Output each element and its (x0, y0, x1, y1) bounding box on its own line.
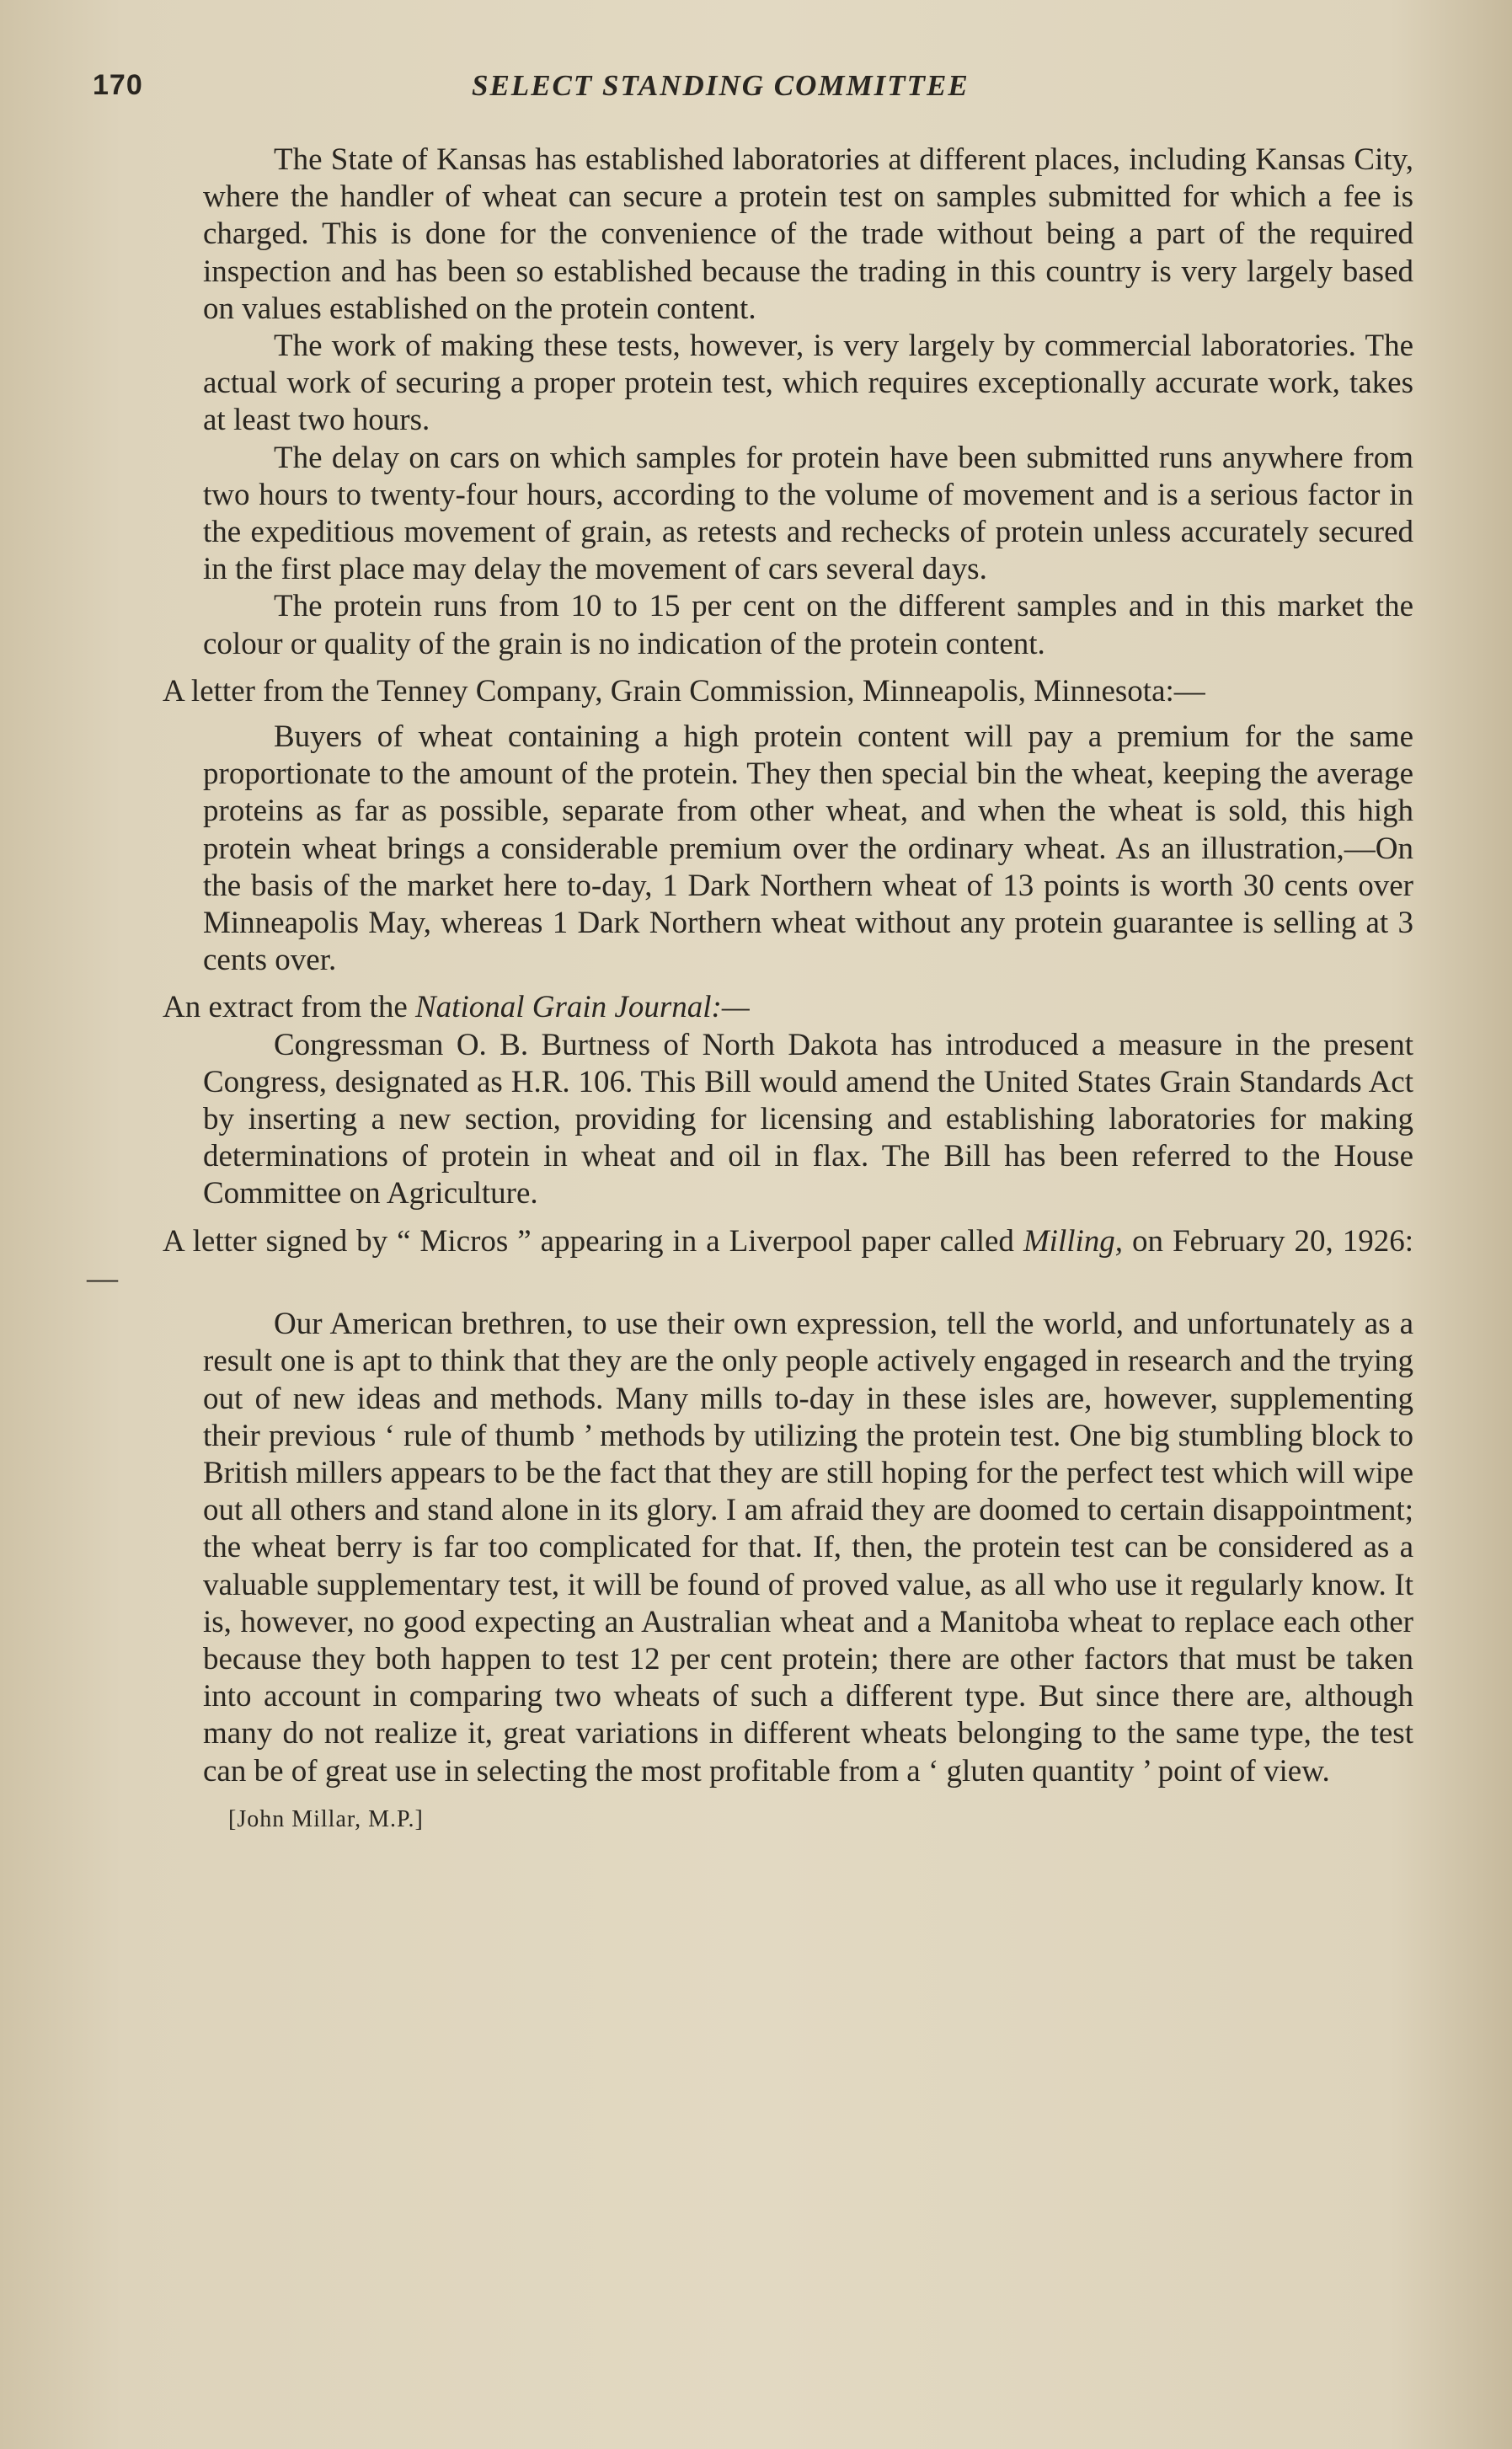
body-text (87, 142, 1413, 1834)
kansas-paragraph-4: The protein runs from 10 to 15 per cent on the different samples and in this market the colour or quality of the grain is no indication of the protein content. (203, 589, 1413, 661)
kansas-paragraph-3: The delay on cars on which samples for protein have been submitted runs anywhere from two hours to twenty-four hours, according to the volume of movement and is a serious factor in the expeditious movement of grain, as retests and rechecks of protein unless accurately secured in the first place may delay the movement of cars several days. (203, 440, 1413, 587)
kansas-paragraph-1: The State of Kansas has established laboratories at different places, including Kansas City, where the handler of wheat can secure a protein test on samples submitted for which a fee is charged. This is done for the convenience of the trade without being a part of the required inspection and has been so established because the trading in this country is very largely based on values established on the protein content. (203, 142, 1413, 326)
page-header (93, 69, 1440, 111)
journal-title: National Grain Journal:— (415, 990, 750, 1025)
micros-intro-prefix: A letter signed by “ Micros ” appearing in a Liverpool paper called (163, 1223, 1023, 1259)
milling-title: Milling, (1023, 1223, 1124, 1259)
journal-intro-prefix: An extract from the (163, 990, 415, 1025)
signature: [John Millar, M.P.] (228, 1805, 424, 1832)
micros-quote: Our American brethren, to use their own expression, tell the world, and unfortunately as a result one is apt to think that they are the only people actively engaged in research and the trying out of new ideas and methods. Many mills to-day in these isles are, however, supplementing their previous ‘ rule of thumb ’ methods by utilizing the protein test. One big stumbling block to British millers appears to be the fact that they are still hoping for the perfect test which will wipe out all others and stand alone in its glory. I am afraid they are doomed to certain disappointment; the wheat berry is far too complicated for that. If, then, the protein test can be considered as a valuable supplementary test, it will be found of proved value, as all who use it regularly know. It is, however, no good expecting an Australian wheat and a Manitoba wheat to replace each other because they both happen to test 12 per cent protein; there are other factors that must be taken into account in comparing two wheats of such a different type. But since there are, although many do not realize it, great variations in different wheats belonging to the same type, the test can be of great use in selecting the most profitable from a ‘ gluten quantity ’ point of view. (203, 1307, 1413, 1789)
journal-quote: Congressman O. B. Burtness of North Dakota has introduced a measure in the present Congress, designated as H.R. 106. This Bill would amend the United States Grain Standards Act by inserting a new section, providing for licensing and establishing laboratories for making determinations of protein in wheat and oil in flax. The Bill has been referred to the House Committee on Agriculture. (203, 1027, 1413, 1211)
journal-intro (87, 989, 1413, 1026)
tenney-intro: A letter from the Tenney Company, Grain Commission, Minneapolis, Minnesota:— (163, 673, 1205, 708)
kansas-paragraph-2: The work of making these tests, however, is very largely by commercial laboratories. The actual work of securing a proper protein test, which requires exceptionally accurate work, takes at least two hours. (203, 329, 1413, 438)
tenney-quote: Buyers of wheat containing a high protein content will pay a premium for the same proportionate to the amount of the protein. They then special bin the wheat, keeping the average proteins as far as possible, separate from other wheat, and when the wheat is sold, this high protein wheat brings a considerable premium over the ordinary wheat. As an illustration,—On the basis of the market here to-day, 1 Dark Northern wheat of 13 points is worth 30 cents over Minneapolis May, whereas 1 Dark Northern wheat without any protein guarantee is selling at 3 cents over. (203, 719, 1413, 978)
micros-intro-suffix: on February 20, 1926:— (87, 1223, 1413, 1296)
running-head: SELECT STANDING COMMITTEE (472, 69, 970, 102)
micros-intro (87, 1223, 1413, 1297)
page-number: 170 (93, 69, 143, 101)
